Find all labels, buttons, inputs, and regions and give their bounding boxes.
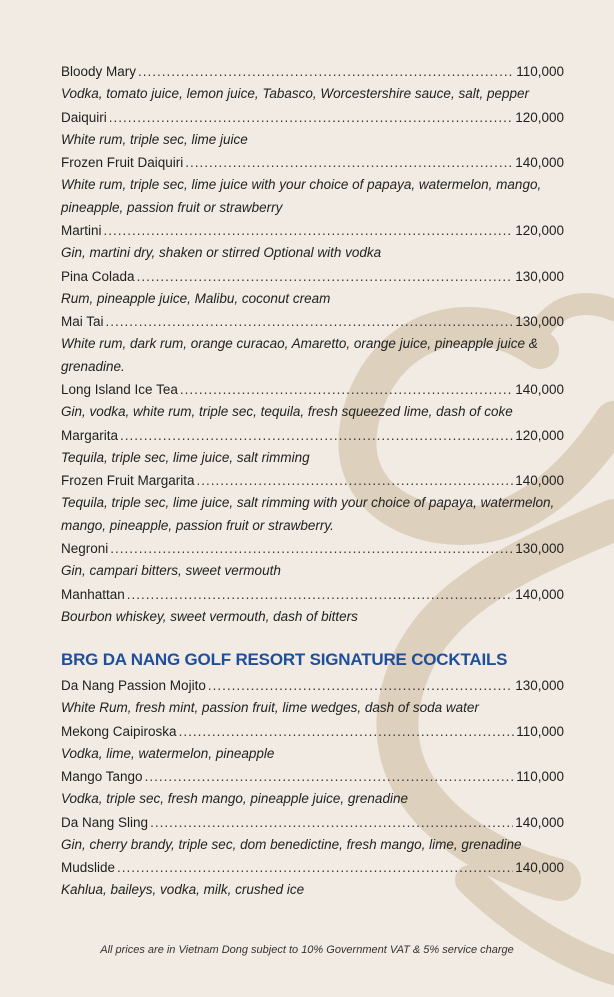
menu-item-price: 130,000 [515, 314, 564, 329]
menu-item-price: 140,000 [515, 586, 564, 602]
menu-item [61, 60, 564, 106]
menu-item-name: Frozen Fruit Daiquiri [61, 155, 184, 170]
menu-item-row [61, 151, 564, 174]
menu-item-description: Bourbon whiskey, sweet vermouth, dash of bitters [61, 608, 358, 624]
dot-leader [117, 856, 513, 879]
menu-item [61, 856, 564, 902]
price-note: All prices are in Vietnam Dong subject to 10% Government VAT & 5% service charge [100, 944, 514, 956]
menu-item-price: 140,000 [515, 155, 564, 170]
dot-leader [138, 60, 514, 83]
menu-item-description: Vodka, tomato juice, lemon juice, Tabasco, Worcestershire sauce, salt, pepper [61, 86, 529, 101]
menu-item-row [61, 583, 564, 606]
menu-item-price: 110,000 [516, 723, 564, 739]
menu-item-description: Rum, pineapple juice, Malibu, coconut cream [61, 290, 331, 306]
menu-item-name: Da Nang Passion Mojito [61, 678, 206, 693]
menu-item-price: 130,000 [515, 268, 564, 284]
dot-leader [197, 469, 514, 492]
menu-item-row [61, 469, 564, 492]
menu-item [61, 720, 564, 766]
menu-item [61, 811, 564, 857]
dot-leader [106, 310, 514, 333]
menu-item [61, 106, 564, 152]
menu-item-name: Frozen Fruit Margarita [61, 473, 195, 488]
menu-item-description: White rum, triple sec, lime juice with your choice of papaya, watermelon, mango, pineapple, passion fruit or strawberry [61, 177, 542, 215]
menu-item-price: 110,000 [516, 769, 564, 784]
menu-item-price: 140,000 [515, 382, 564, 397]
menu-item-description: Vodka, triple sec, fresh mango, pineapple juice, grenadine [61, 791, 408, 806]
menu-item-row [61, 219, 564, 242]
menu-item [61, 424, 564, 470]
menu-item-row [61, 537, 564, 560]
menu-item-name: Long Island Ice Tea [61, 382, 178, 397]
menu-item-price: 120,000 [515, 427, 564, 443]
menu-item-name: Martini [61, 223, 102, 238]
menu-item-price: 110,000 [516, 64, 564, 79]
menu-item-name: Mai Tai [61, 314, 104, 329]
menu-item-row [61, 60, 564, 83]
menu-item-name: Margarita [61, 427, 119, 443]
dot-leader [185, 151, 513, 174]
menu-item [61, 219, 564, 265]
dot-leader [110, 537, 513, 560]
dot-leader [120, 424, 513, 447]
menu-item-row [61, 674, 564, 697]
menu-item [61, 151, 564, 219]
menu-item-row [61, 310, 564, 333]
menu-item-description: White rum, triple sec, lime juice [61, 131, 248, 147]
menu-item [61, 537, 564, 583]
menu-item-description: Vodka, lime, watermelon, pineapple [61, 745, 275, 761]
menu-item-name: Daiquiri [61, 109, 107, 125]
menu-item [61, 469, 564, 537]
menu-item-name: Mango Tango [61, 769, 143, 784]
cocktail-list [61, 60, 564, 628]
dot-leader [208, 674, 513, 697]
dot-leader [109, 106, 513, 129]
menu-item-row [61, 265, 564, 288]
menu-item-row [61, 765, 564, 788]
menu-item [61, 674, 564, 720]
menu-item [61, 310, 564, 378]
menu-item-price: 130,000 [515, 678, 564, 693]
menu-item-row [61, 811, 564, 834]
menu-item-row [61, 720, 564, 743]
menu-item-description: White Rum, fresh mint, passion fruit, lime wedges, dash of soda water [61, 700, 479, 715]
menu-item-price: 130,000 [515, 541, 564, 556]
cocktail-menu [61, 60, 564, 902]
dot-leader [137, 265, 514, 288]
menu-item-price: 120,000 [515, 109, 564, 125]
menu-item-price: 140,000 [515, 860, 564, 875]
dot-leader [145, 765, 515, 788]
menu-item-description: Tequila, triple sec, lime juice, salt rimming with your choice of papaya, watermelon, mango, pineapple, passion fruit or strawberry. [61, 495, 555, 533]
signature-cocktail-list [61, 674, 564, 902]
menu-item [61, 378, 564, 424]
menu-item-description: Kahlua, baileys, vodka, milk, crushed ice [61, 882, 305, 897]
menu-item-description: Gin, vodka, white rum, triple sec, tequila, fresh squeezed lime, dash of coke [61, 404, 513, 419]
menu-item-row [61, 856, 564, 879]
section-title: BRG DA NANG GOLF RESORT SIGNATURE COCKTAILS [61, 650, 508, 669]
menu-item [61, 265, 564, 311]
dot-leader [127, 583, 513, 606]
menu-item-name: Bloody Mary [61, 64, 137, 79]
menu-item-row [61, 378, 564, 401]
menu-item-description: White rum, dark rum, orange curacao, Amaretto, orange juice, pineapple juice & grenadine. [61, 336, 538, 374]
menu-item-row [61, 106, 564, 129]
dot-leader [150, 811, 513, 834]
menu-item-name: Mekong Caipiroska [61, 723, 177, 739]
menu-item-price: 140,000 [515, 473, 564, 488]
menu-item-description: Gin, cherry brandy, triple sec, dom benedictine, fresh mango, lime, grenadine [61, 836, 522, 852]
menu-item-name: Pina Colada [61, 268, 135, 284]
menu-item-row [61, 424, 564, 447]
menu-item-description: Gin, martini dry, shaken or stirred Optional with vodka [61, 245, 382, 260]
dot-leader [104, 219, 514, 242]
menu-item-price: 140,000 [515, 814, 564, 830]
dot-leader [180, 378, 513, 401]
menu-item-description: Gin, campari bitters, sweet vermouth [61, 563, 281, 578]
menu-item-price: 120,000 [515, 223, 564, 238]
menu-item-name: Manhattan [61, 586, 125, 602]
menu-item-name: Mudslide [61, 860, 116, 875]
menu-item-name: Da Nang Sling [61, 814, 149, 830]
dot-leader [179, 720, 515, 743]
menu-item-name: Negroni [61, 541, 109, 556]
menu-item [61, 765, 564, 811]
menu-item [61, 583, 564, 629]
menu-item-description: Tequila, triple sec, lime juice, salt rimming [61, 449, 310, 465]
